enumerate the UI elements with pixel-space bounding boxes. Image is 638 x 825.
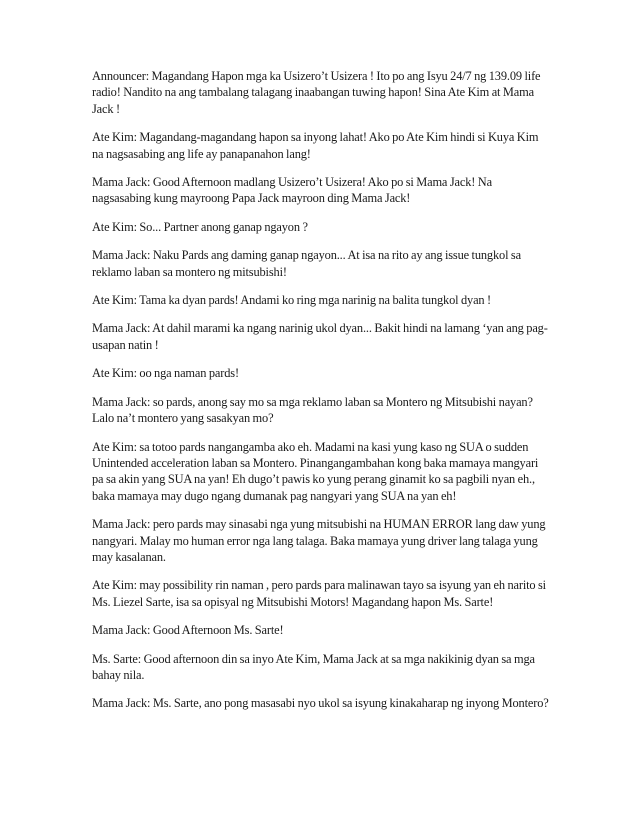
paragraph-ate-kim-agree: Ate Kim: Tama ka dyan pards! Andami ko ring mga narinig na balita tungkol dyan !: [92, 293, 491, 308]
paragraph-announcer-intro: Announcer: Magandang Hapon mga ka Usizero’t Usizera ! Ito po ang Isyu 24/7 ng 139.09 life radio! Nandito na ang tambalang talagang inaabangan tuwing hapon! Sina Ate Kim at Mama Jack !: [92, 69, 541, 116]
paragraph-mama-jack-ask: Mama Jack: so pards, anong say mo sa mga reklamo laban sa Montero ng Mitsubishi nayan? Lalo na’t montero yang sasakyan mo?: [92, 394, 533, 426]
paragraph-mama-jack-greeting: Mama Jack: Good Afternoon madlang Usizero’t Usizera! Ako po si Mama Jack! Na nagsasabing kung mayroong Papa Jack mayroon ding Mama Jack!: [92, 175, 492, 206]
paragraph-ate-kim-introduce-sarte: Ate Kim: may possibility rin naman , pero pards para malinawan tayo sa isyung yan eh narito si Ms. Liezel Sarte, isa sa opisyal ng Mitsubishi Motors! Magandang hapon Ms. Sarte!: [92, 578, 546, 609]
paragraph-ate-kim-oo: Ate Kim: oo nga naman pards!: [92, 366, 239, 381]
paragraph-mama-jack-topic: Mama Jack: At dahil marami ka ngang narinig ukol dyan... Bakit hindi na lamang ‘yan ang pag-usapan natin !: [92, 321, 548, 352]
paragraph-ate-kim-greeting: Ate Kim: Magandang-magandang hapon sa inyong lahat! Ako po Ate Kim hindi si Kuya Kim na nagsasabing ang life ay panapanahon lang!: [92, 130, 539, 161]
document-page: [92, 68, 552, 724]
paragraph-mama-jack-greet-sarte: Mama Jack: Good Afternoon Ms. Sarte!: [92, 623, 284, 638]
paragraph-ms-sarte-greeting: Ms. Sarte: Good afternoon din sa inyo Ate Kim, Mama Jack at sa mga nakikinig dyan sa mga bahay nila.: [92, 651, 535, 682]
paragraph-mama-jack-issue: Mama Jack: Naku Pards ang daming ganap ngayon... At isa na rito ay ang issue tungkol sa reklamo laban sa montero ng mitsubishi!: [92, 248, 521, 279]
paragraph-mama-jack-question-sarte: Mama Jack: Ms. Sarte, ano pong masasabi nyo ukol sa isyung kinakaharap ng inyong Montero?: [92, 696, 549, 711]
paragraph-ate-kim-question: Ate Kim: So... Partner anong ganap ngayon ?: [92, 219, 308, 234]
paragraph-mama-jack-human-error: Mama Jack: pero pards may sinasabi nga yung mitsubishi na HUMAN ERROR lang daw yung nangyari. Malay mo human error nga lang talaga. Baka mamaya yung driver lang talaga yung may kasalanan.: [92, 517, 546, 564]
paragraph-ate-kim-sua: Ate Kim: sa totoo pards nangangamba ako eh. Madami na kasi yung kaso ng SUA o sudden Unintended acceleration laban sa Montero. Pinangangambahan kong baka mamaya mangyari pa sa akin yang SUA na yan! Eh dugo’t pawis ko yung perang ginamit ko sa pagbili nyan eh., baka mamaya may dugo ngang dumanak pag nangyari yang SUA na yan eh!: [92, 439, 539, 503]
